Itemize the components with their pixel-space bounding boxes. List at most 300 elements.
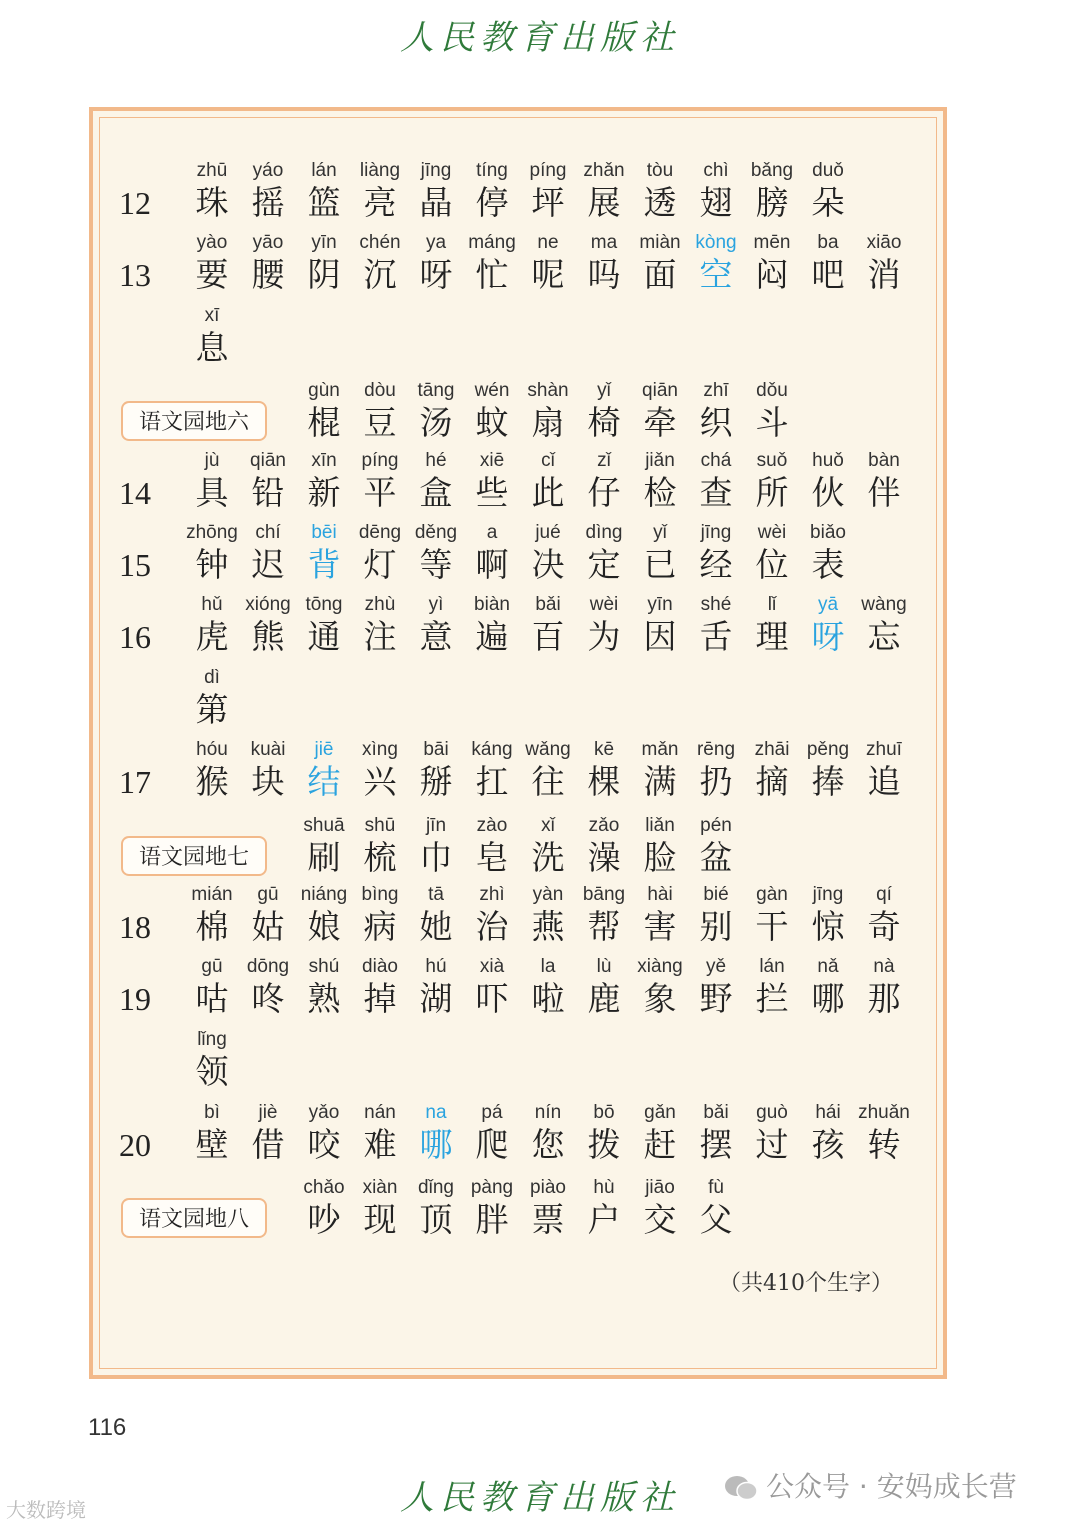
character-cell xyxy=(520,738,576,802)
hanzi: 哪 xyxy=(419,1125,453,1164)
character-cell xyxy=(296,883,352,947)
hanzi: 坪 xyxy=(531,183,565,222)
character-cell xyxy=(296,449,352,513)
pinyin: chí xyxy=(255,522,281,543)
pinyin: jù xyxy=(204,450,220,471)
character-cell xyxy=(184,1028,240,1092)
character-cell xyxy=(632,593,688,657)
pinyin: bié xyxy=(703,884,729,905)
pinyin: na xyxy=(425,1102,447,1123)
hanzi: 帮 xyxy=(587,907,621,946)
character-cell xyxy=(464,593,520,657)
character-cell xyxy=(184,593,240,657)
character-cell xyxy=(576,521,632,585)
hanzi: 沉 xyxy=(363,255,397,294)
pinyin: yā xyxy=(817,594,839,615)
hanzi: 吓 xyxy=(475,979,509,1018)
hanzi: 此 xyxy=(531,473,565,512)
hanzi: 哪 xyxy=(811,979,845,1018)
pinyin: zhuī xyxy=(866,739,902,760)
hanzi: 豆 xyxy=(363,403,397,442)
pinyin: gū xyxy=(201,956,223,977)
pinyin: mián xyxy=(191,884,233,905)
character-cell xyxy=(240,231,296,295)
character-cell xyxy=(744,1101,800,1165)
hanzi: 斗 xyxy=(755,403,789,442)
pinyin: shé xyxy=(700,594,732,615)
hanzi: 拦 xyxy=(755,979,789,1018)
character-cell xyxy=(184,449,240,513)
pinyin: yīn xyxy=(647,594,673,615)
character-cell xyxy=(688,521,744,585)
character-cell xyxy=(296,738,352,802)
pinyin: pěng xyxy=(806,739,850,760)
char-row xyxy=(93,738,943,802)
character-cell xyxy=(744,231,800,295)
pinyin: shàn xyxy=(527,380,569,401)
hanzi: 孩 xyxy=(811,1125,845,1164)
character-cell xyxy=(464,738,520,802)
character-cell xyxy=(240,449,296,513)
pinyin: cǐ xyxy=(541,450,555,471)
character-cell xyxy=(464,1101,520,1165)
hanzi: 汤 xyxy=(419,403,453,442)
character-cell xyxy=(352,593,408,657)
hanzi: 晶 xyxy=(419,183,453,222)
hanzi: 吗 xyxy=(587,255,621,294)
pinyin: liàng xyxy=(359,160,401,181)
pinyin: xiāo xyxy=(866,232,902,253)
pinyin: wàng xyxy=(861,594,907,615)
character-cell xyxy=(688,883,744,947)
publisher-footer: 人民教育出版社 xyxy=(400,1478,680,1518)
hanzi: 澡 xyxy=(587,838,621,877)
pinyin: nǎ xyxy=(817,956,839,977)
character-cell xyxy=(352,814,408,878)
character-cell xyxy=(744,955,800,1019)
pinyin: wén xyxy=(474,380,510,401)
character-cell xyxy=(408,449,464,513)
pinyin: yǎo xyxy=(308,1102,340,1123)
pinyin: gū xyxy=(257,884,279,905)
wechat-watermark-text: 公众号 · 安妈成长营 xyxy=(766,1470,1017,1503)
pinyin: xiàng xyxy=(637,956,683,977)
pinyin: pàng xyxy=(470,1177,514,1198)
character-cell xyxy=(240,955,296,1019)
pinyin: ya xyxy=(425,232,447,253)
hanzi: 已 xyxy=(643,545,677,584)
character-cell xyxy=(464,1176,520,1240)
hanzi: 捧 xyxy=(811,762,845,801)
pinyin: yì xyxy=(428,594,444,615)
char-row xyxy=(93,1028,943,1092)
hanzi: 病 xyxy=(363,907,397,946)
hanzi: 湖 xyxy=(419,979,453,1018)
hanzi: 位 xyxy=(755,545,789,584)
pinyin: zhù xyxy=(364,594,396,615)
character-cell xyxy=(744,883,800,947)
pinyin: jīng xyxy=(812,884,844,905)
hanzi: 所 xyxy=(755,473,789,512)
pinyin: zhǎn xyxy=(583,160,625,181)
character-cell xyxy=(464,159,520,223)
hanzi: 块 xyxy=(251,762,285,801)
hanzi: 意 xyxy=(419,617,453,656)
hanzi: 吵 xyxy=(307,1200,341,1239)
pinyin: la xyxy=(540,956,556,977)
char-row xyxy=(93,1101,943,1165)
hanzi: 扔 xyxy=(699,762,733,801)
pinyin: jué xyxy=(535,522,561,543)
hanzi: 赶 xyxy=(643,1125,677,1164)
character-cell xyxy=(296,521,352,585)
pinyin: bǎng xyxy=(750,160,794,181)
pinyin: pá xyxy=(481,1102,503,1123)
corner-watermark: 大数跨境 xyxy=(6,1498,86,1522)
character-cell xyxy=(352,955,408,1019)
pinyin: ma xyxy=(590,232,618,253)
character-cell xyxy=(240,521,296,585)
pinyin: shū xyxy=(364,815,396,836)
character-cell xyxy=(800,593,856,657)
character-cell xyxy=(520,1176,576,1240)
hanzi: 灯 xyxy=(363,545,397,584)
pinyin: duǒ xyxy=(812,160,844,181)
hanzi: 借 xyxy=(251,1125,285,1164)
pinyin: xià xyxy=(479,956,505,977)
char-row xyxy=(93,883,943,947)
hanzi: 象 xyxy=(643,979,677,1018)
character-cell xyxy=(688,231,744,295)
hanzi: 些 xyxy=(475,473,509,512)
char-row xyxy=(93,1176,943,1240)
character-cell xyxy=(240,738,296,802)
character-cell xyxy=(296,1176,352,1240)
character-cell xyxy=(520,955,576,1019)
character-cell xyxy=(520,231,576,295)
character-cell xyxy=(576,1176,632,1240)
garden-label: 语文园地六 xyxy=(121,401,267,441)
hanzi: 脸 xyxy=(643,838,677,877)
pinyin: hé xyxy=(425,450,447,471)
char-row xyxy=(93,379,943,443)
hanzi: 那 xyxy=(867,979,901,1018)
pinyin: píng xyxy=(529,160,567,181)
pinyin: bēi xyxy=(311,522,337,543)
pinyin: bǎi xyxy=(703,1102,729,1123)
hanzi: 领 xyxy=(195,1052,229,1091)
character-cell xyxy=(856,955,912,1019)
pinyin: bō xyxy=(593,1102,615,1123)
pinyin: hài xyxy=(647,884,673,905)
hanzi: 梳 xyxy=(363,838,397,877)
character-cell xyxy=(240,1101,296,1165)
char-row xyxy=(93,159,943,223)
character-cell xyxy=(408,1176,464,1240)
character-cell xyxy=(296,955,352,1019)
pinyin: zhāi xyxy=(754,739,790,760)
pinyin: dōng xyxy=(246,956,290,977)
hanzi: 钟 xyxy=(195,545,229,584)
hanzi: 燕 xyxy=(531,907,565,946)
character-cell xyxy=(352,159,408,223)
pinyin: kuài xyxy=(250,739,286,760)
hanzi: 害 xyxy=(643,907,677,946)
hanzi: 棍 xyxy=(307,403,341,442)
character-table-panel xyxy=(89,107,947,1379)
pinyin: tòu xyxy=(646,160,674,181)
character-cell xyxy=(352,231,408,295)
wechat-icon xyxy=(724,1474,758,1502)
pinyin: dǒu xyxy=(756,380,788,401)
pinyin: gǎn xyxy=(644,1102,676,1123)
character-cell xyxy=(632,379,688,443)
hanzi: 闷 xyxy=(755,255,789,294)
pinyin: lǐng xyxy=(197,1029,227,1050)
character-cell xyxy=(408,814,464,878)
hanzi: 盒 xyxy=(419,473,453,512)
character-cell xyxy=(800,159,856,223)
character-cell xyxy=(240,593,296,657)
pinyin: nán xyxy=(364,1102,396,1123)
hanzi: 熟 xyxy=(307,979,341,1018)
pinyin: xiàn xyxy=(362,1177,398,1198)
hanzi: 洗 xyxy=(531,838,565,877)
character-cell xyxy=(240,159,296,223)
pinyin: xiē xyxy=(479,450,505,471)
pinyin: xī xyxy=(204,305,220,326)
pinyin: zǐ xyxy=(597,450,611,471)
pinyin: jīn xyxy=(425,815,447,836)
hanzi: 掰 xyxy=(419,762,453,801)
character-cell xyxy=(688,1176,744,1240)
pinyin: biǎo xyxy=(810,522,846,543)
hanzi: 咕 xyxy=(195,979,229,1018)
character-cell xyxy=(352,521,408,585)
pinyin: kē xyxy=(593,739,615,760)
char-row xyxy=(93,593,943,657)
pinyin: chén xyxy=(359,232,401,253)
hanzi: 娘 xyxy=(307,907,341,946)
pinyin: jiē xyxy=(314,739,334,760)
pinyin: wèi xyxy=(589,594,619,615)
pinyin: zhū xyxy=(196,160,228,181)
hanzi: 别 xyxy=(699,907,733,946)
hanzi: 虎 xyxy=(195,617,229,656)
hanzi: 为 xyxy=(587,617,621,656)
pinyin: shuā xyxy=(303,815,345,836)
character-cell xyxy=(576,883,632,947)
character-cell xyxy=(688,449,744,513)
lesson-number: 17 xyxy=(119,764,151,800)
pinyin: zhuǎn xyxy=(858,1102,910,1123)
character-cell xyxy=(184,883,240,947)
character-cell xyxy=(744,738,800,802)
hanzi: 平 xyxy=(363,473,397,512)
pinyin: mǎn xyxy=(641,739,679,760)
hanzi: 腰 xyxy=(251,255,285,294)
hanzi: 摆 xyxy=(699,1125,733,1164)
character-cell xyxy=(352,883,408,947)
character-cell xyxy=(408,1101,464,1165)
pinyin: tíng xyxy=(476,160,508,181)
pinyin: zǎo xyxy=(588,815,620,836)
character-cell xyxy=(576,449,632,513)
pinyin: ne xyxy=(537,232,559,253)
pinyin: zào xyxy=(476,815,508,836)
garden-label: 语文园地八 xyxy=(121,1198,267,1238)
hanzi: 朵 xyxy=(811,183,845,222)
character-cell xyxy=(296,379,352,443)
pinyin: gùn xyxy=(308,380,340,401)
character-cell xyxy=(632,883,688,947)
hanzi: 椅 xyxy=(587,403,621,442)
hanzi: 棵 xyxy=(587,762,621,801)
character-cell xyxy=(744,593,800,657)
hanzi: 伙 xyxy=(811,473,845,512)
character-cell xyxy=(800,231,856,295)
character-cell xyxy=(184,1101,240,1165)
character-cell xyxy=(464,883,520,947)
hanzi: 背 xyxy=(307,545,341,584)
character-cell xyxy=(856,449,912,513)
hanzi: 翅 xyxy=(699,183,733,222)
lesson-number: 18 xyxy=(119,909,151,945)
pinyin: miàn xyxy=(639,232,681,253)
character-cell xyxy=(856,593,912,657)
pinyin: xīn xyxy=(311,450,337,471)
hanzi: 父 xyxy=(699,1200,733,1239)
character-cell xyxy=(352,379,408,443)
character-cell xyxy=(632,814,688,878)
character-cell xyxy=(184,738,240,802)
character-cell xyxy=(464,449,520,513)
character-cell xyxy=(408,231,464,295)
pinyin: shú xyxy=(308,956,340,977)
pinyin: hái xyxy=(815,1102,841,1123)
pinyin: chǎo xyxy=(303,1177,345,1198)
pinyin: máng xyxy=(468,232,516,253)
pinyin: xǐ xyxy=(541,815,555,836)
pinyin: hú xyxy=(425,956,447,977)
character-cell xyxy=(408,955,464,1019)
character-cell xyxy=(184,231,240,295)
pinyin: dòu xyxy=(364,380,396,401)
lesson-number: 15 xyxy=(119,547,151,583)
character-cell xyxy=(632,449,688,513)
character-cell xyxy=(800,738,856,802)
pinyin: a xyxy=(486,522,498,543)
pinyin: jiǎn xyxy=(645,450,675,471)
character-cell xyxy=(464,231,520,295)
character-cell xyxy=(576,738,632,802)
pinyin: hù xyxy=(593,1177,615,1198)
hanzi: 经 xyxy=(699,545,733,584)
character-cell xyxy=(184,159,240,223)
character-cell xyxy=(408,159,464,223)
character-cell xyxy=(520,814,576,878)
pinyin: tāng xyxy=(417,380,455,401)
pinyin: lǐ xyxy=(767,594,777,615)
hanzi: 呀 xyxy=(811,617,845,656)
hanzi: 等 xyxy=(419,545,453,584)
hanzi: 熊 xyxy=(251,617,285,656)
hanzi: 理 xyxy=(755,617,789,656)
character-cell xyxy=(688,955,744,1019)
pinyin: děng xyxy=(414,522,458,543)
pinyin: niáng xyxy=(300,884,348,905)
pinyin: jiè xyxy=(258,1102,278,1123)
pinyin: huǒ xyxy=(812,450,844,471)
hanzi: 刷 xyxy=(307,838,341,877)
pinyin: rēng xyxy=(696,739,736,760)
char-row xyxy=(93,231,943,295)
pinyin: zhì xyxy=(479,884,505,905)
hanzi: 停 xyxy=(475,183,509,222)
character-cell xyxy=(464,521,520,585)
pinyin: gàn xyxy=(756,884,788,905)
hanzi: 面 xyxy=(643,255,677,294)
pinyin: zhī xyxy=(703,380,729,401)
char-row xyxy=(93,666,943,730)
hanzi: 姑 xyxy=(251,907,285,946)
character-cell xyxy=(352,738,408,802)
garden-label: 语文园地七 xyxy=(121,836,267,876)
pinyin: dǐng xyxy=(418,1177,454,1198)
character-cell xyxy=(408,379,464,443)
hanzi: 兴 xyxy=(363,762,397,801)
hanzi: 治 xyxy=(475,907,509,946)
hanzi: 奇 xyxy=(867,907,901,946)
pinyin: zhōng xyxy=(186,522,238,543)
pinyin: nà xyxy=(873,956,895,977)
page-number: 116 xyxy=(88,1414,127,1441)
hanzi: 掉 xyxy=(363,979,397,1018)
hanzi: 巾 xyxy=(419,838,453,877)
pinyin: dì xyxy=(204,667,220,688)
hanzi: 篮 xyxy=(307,183,341,222)
hanzi: 结 xyxy=(307,762,341,801)
hanzi: 阴 xyxy=(307,255,341,294)
hanzi: 检 xyxy=(643,473,677,512)
character-cell xyxy=(856,883,912,947)
character-cell xyxy=(632,738,688,802)
hanzi: 仔 xyxy=(587,473,621,512)
pinyin: chì xyxy=(703,160,729,181)
character-cell xyxy=(632,1101,688,1165)
pinyin: yāo xyxy=(252,232,284,253)
character-cell xyxy=(632,231,688,295)
lesson-number: 12 xyxy=(119,185,151,221)
pinyin: kòng xyxy=(695,232,737,253)
pinyin: biàn xyxy=(474,594,510,615)
hanzi: 棉 xyxy=(195,907,229,946)
pinyin: tā xyxy=(428,884,444,905)
hanzi: 猴 xyxy=(195,762,229,801)
character-cell xyxy=(296,593,352,657)
hanzi: 呢 xyxy=(531,255,565,294)
character-cell xyxy=(576,379,632,443)
hanzi: 顶 xyxy=(419,1200,453,1239)
hanzi: 伴 xyxy=(867,473,901,512)
hanzi: 牵 xyxy=(643,403,677,442)
character-cell xyxy=(632,1176,688,1240)
hanzi: 要 xyxy=(195,255,229,294)
character-cell xyxy=(576,1101,632,1165)
hanzi: 注 xyxy=(363,617,397,656)
hanzi: 消 xyxy=(867,255,901,294)
character-cell xyxy=(688,159,744,223)
